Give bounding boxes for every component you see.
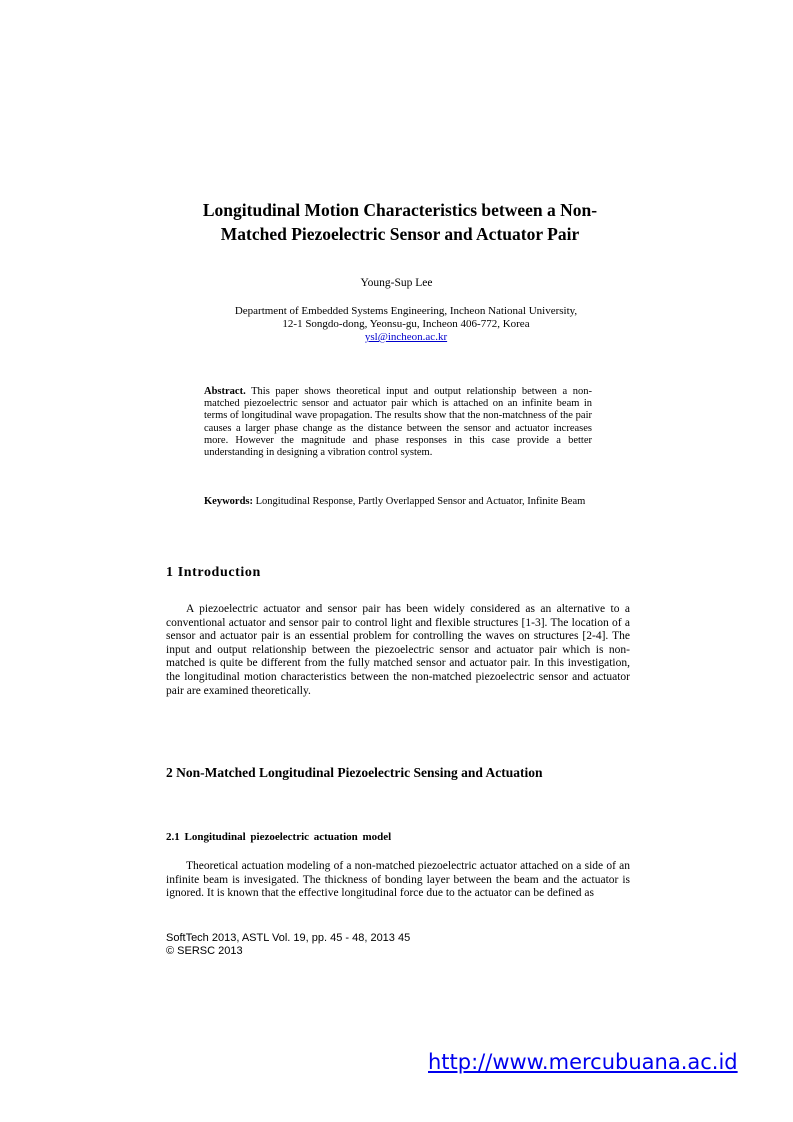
keywords-text: Longitudinal Response, Partly Overlapped Sensor and Actuator, Infinite Beam	[253, 496, 586, 507]
paper-title	[160, 198, 640, 246]
footer-citation: SoftTech 2013, ASTL Vol. 19, pp. 45 - 48, 2013 45	[166, 932, 411, 944]
abstract	[204, 386, 592, 459]
actuation-model-paragraph: Theoretical actuation modeling of a non-matched piezoelectric actuator attached on a side of an infinite beam is invesigated. The thickness of bonding layer between the beam and the actuator is ignored. It is known that the effective longitudinal force due to the actuator can be defined as	[166, 860, 630, 900]
title-line-1: Longitudinal Motion Characteristics between a Non-	[202, 200, 598, 220]
publication-footer	[166, 932, 410, 958]
affiliation-line-2: 12-1 Songdo-dong, Yeonsu-gu, Incheon 406-772, Korea	[282, 318, 530, 330]
introduction-paragraph: A piezoelectric actuator and sensor pair has been widely considered as an alternative to a conventional actuator and sensor pair to control light and flexible structures [1-3]. The location of a sensor and actuator pair is an essential problem for controlling the waves on structures [2-4]. The input and output relationship between the piezoelectric sensor and actuator pair which is non-matched is quite be different from the fully matched sensor and actuator pair. In this investigation, the longitudinal motion characteristics between the non-matched piezoelectric sensor and actuator pair are examined theoretically.	[166, 603, 630, 697]
keywords	[204, 496, 592, 508]
author-email-link[interactable]: ysl@incheon.ac.kr	[364, 331, 448, 343]
keywords-label: Keywords:	[204, 496, 253, 507]
watermark-url-link[interactable]: http://www.mercubuana.ac.id	[428, 1050, 738, 1074]
abstract-label: Abstract.	[204, 386, 246, 397]
section-heading-non-matched: 2 Non-Matched Longitudinal Piezoelectric Sensing and Actuation	[166, 765, 543, 780]
affiliation	[200, 305, 612, 344]
title-line-2: Matched Piezoelectric Sensor and Actuator Pair	[220, 224, 580, 244]
abstract-text: This paper shows theoretical input and output relationship between a non-matched piezoelectric sensor and actuator pair which is attached on an infinite beam in terms of longitudinal wave propagation. The results show that the non-matchness of the pair causes a larger phase change as the distance between the sensor and actuator increases more. However the magnitude and phase responses in this case provide a better understanding in designing a vibration control system.	[204, 386, 592, 459]
section-heading-introduction: 1 Introduction	[166, 565, 261, 580]
affiliation-line-1: Department of Embedded Systems Engineering, Incheon National University,	[234, 305, 578, 317]
author-name: Young-Sup Lee	[360, 277, 433, 289]
footer-copyright: © SERSC 2013	[166, 945, 243, 957]
subsection-heading-actuation-model: 2.1 Longitudinal piezoelectric actuation model	[166, 831, 392, 843]
